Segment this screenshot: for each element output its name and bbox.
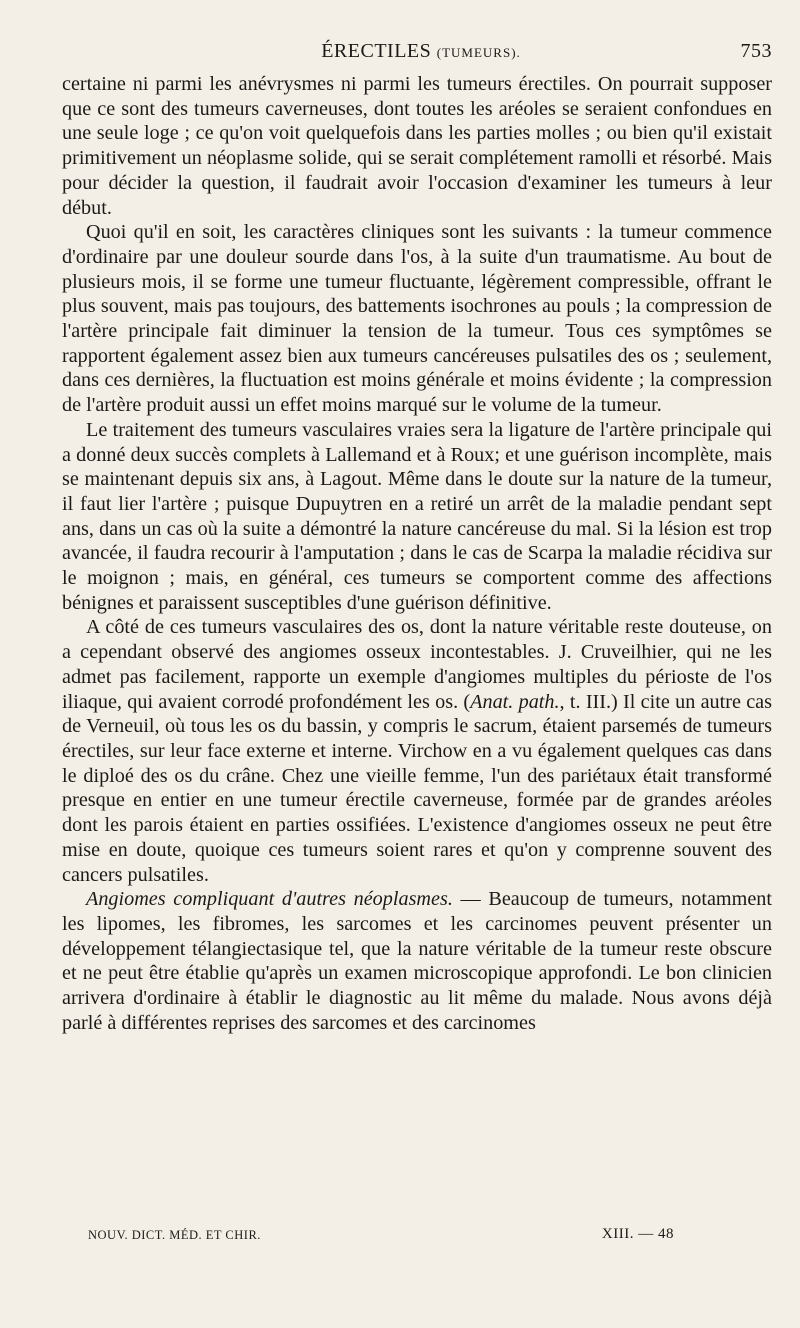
footer-signature: NOUV. DICT. MÉD. ET CHIR. <box>88 1228 261 1242</box>
running-title-subtitle: (TUMEURS). <box>436 45 521 60</box>
paragraph-5-text: — Beaucoup de tumeurs, notamment les lipomes, les fibromes, les sarcomes et les carcinomes peuvent présenter un développement télangiectasique tel, que la nature véritable de la tumeur reste obscure et ne peut être établie qu'après un examen microscopique approfondi. Le bon clinicien arrivera d'ordinaire à établir le diagnostic au lit même du malade. Nous avons déjà parlé à différentes reprises des sarcomes et des carcinomes <box>62 888 772 1034</box>
paragraph-1 <box>62 72 772 220</box>
running-title-main: ÉRECTILES <box>321 40 432 62</box>
page-number: 753 <box>740 40 772 62</box>
page-body <box>62 72 772 1035</box>
running-title <box>62 40 772 63</box>
paragraph-1-text: certaine ni parmi les anévrysmes ni parmi les tumeurs érectiles. On pourrait supposer que ce sont des tumeurs caverneuses, dont toutes les aréoles se seraient confondues en une seule loge ; ce qu'on voit quelquefois dans les parties molles ; ou bien qu'il existait primitivement un néoplasme solide, qui se serait complétement ramolli et résorbé. Mais pour décider la question, il faudrait avoir l'occasion d'examiner les tumeurs à leur début. <box>62 73 772 219</box>
paragraph-3 <box>62 418 772 616</box>
paragraph-4-text-start: A côté de ces tumeurs vasculaires des os, dont la nature véritable reste douteuse, on a cependant observé des angiomes osseux incontestables. J. Cruveilhier, qui ne les admet pas facilement, rapporte un exemple d'angiomes multiples du périoste de l'os iliaque, qui avaient corrodé profondément les os. ( <box>62 616 772 713</box>
citation-italic: Anat. path. <box>470 690 560 713</box>
paragraph-2-text: Quoi qu'il en soit, les caractères cliniques sont les suivants : la tumeur commence d'ordinaire par une douleur sourde dans l'os, à la suite d'un traumatisme. Au bout de plusieurs mois, il se forme une tumeur fluctuante, légèrement compressible, offrant le plus souvent, mais pas toujours, des battements isochrones au pouls ; la compression de l'artère principale fait diminuer la tension de la tumeur. Tous ces symptômes se rapportent également assez bien aux tumeurs cancéreuses pulsatiles des os ; seulement, dans ces dernières, la fluctuation est moins générale et moins évidente ; la compression de l'artère produit aussi un effet moins marqué sur le volume de la tumeur. <box>62 221 772 417</box>
paragraph-4-text-end: , t. III.) Il cite un autre cas de Verneuil, où tous les os du bassin, y compris le sacrum, étaient parsemés de tumeurs érectiles, sur leur face externe et interne. Virchow en a vu également quelques cas dans le diploé des os du crâne. Chez une vieille femme, l'un des pariétaux était transformé presque en entier en une tumeur érectile caverneuse, formée par de grandes aréoles dont les parois étaient en parties ossifiées. L'existence d'angiomes osseux ne peut être mise en doute, quoique ces tumeurs soient rares et qu'on y comprenne souvent des cancers pulsatiles. <box>62 690 772 886</box>
section-heading-italic: Angiomes compliquant d'autres néoplasmes. <box>86 888 453 911</box>
paragraph-4 <box>62 615 772 887</box>
running-head <box>62 40 772 72</box>
page-footer <box>88 1228 674 1243</box>
paragraph-3-text: Le traitement des tumeurs vasculaires vraies sera la ligature de l'artère principale qui a donné deux succès complets à Lallemand et à Roux; et une guérison incomplète, mais se maintenant depuis six ans, à Lagout. Même dans le doute sur la nature de la tumeur, il faut lier l'artère ; puisque Dupuytren en a retiré un arrêt de la maladie pendant sept ans, dans un cas où la suite a démontré la nature cancéreuse du mal. Si la lésion est trop avancée, il faudra recourir à l'amputation ; dans le cas de Scarpa la maladie récidiva sur le moignon ; mais, en général, ces tumeurs se comportent comme des affections bénignes et paraissent susceptibles d'une guérison définitive. <box>62 418 772 614</box>
paragraph-5 <box>62 887 772 1035</box>
paragraph-2 <box>62 220 772 418</box>
footer-volume-sheet: XIII. — 48 <box>601 1226 674 1242</box>
